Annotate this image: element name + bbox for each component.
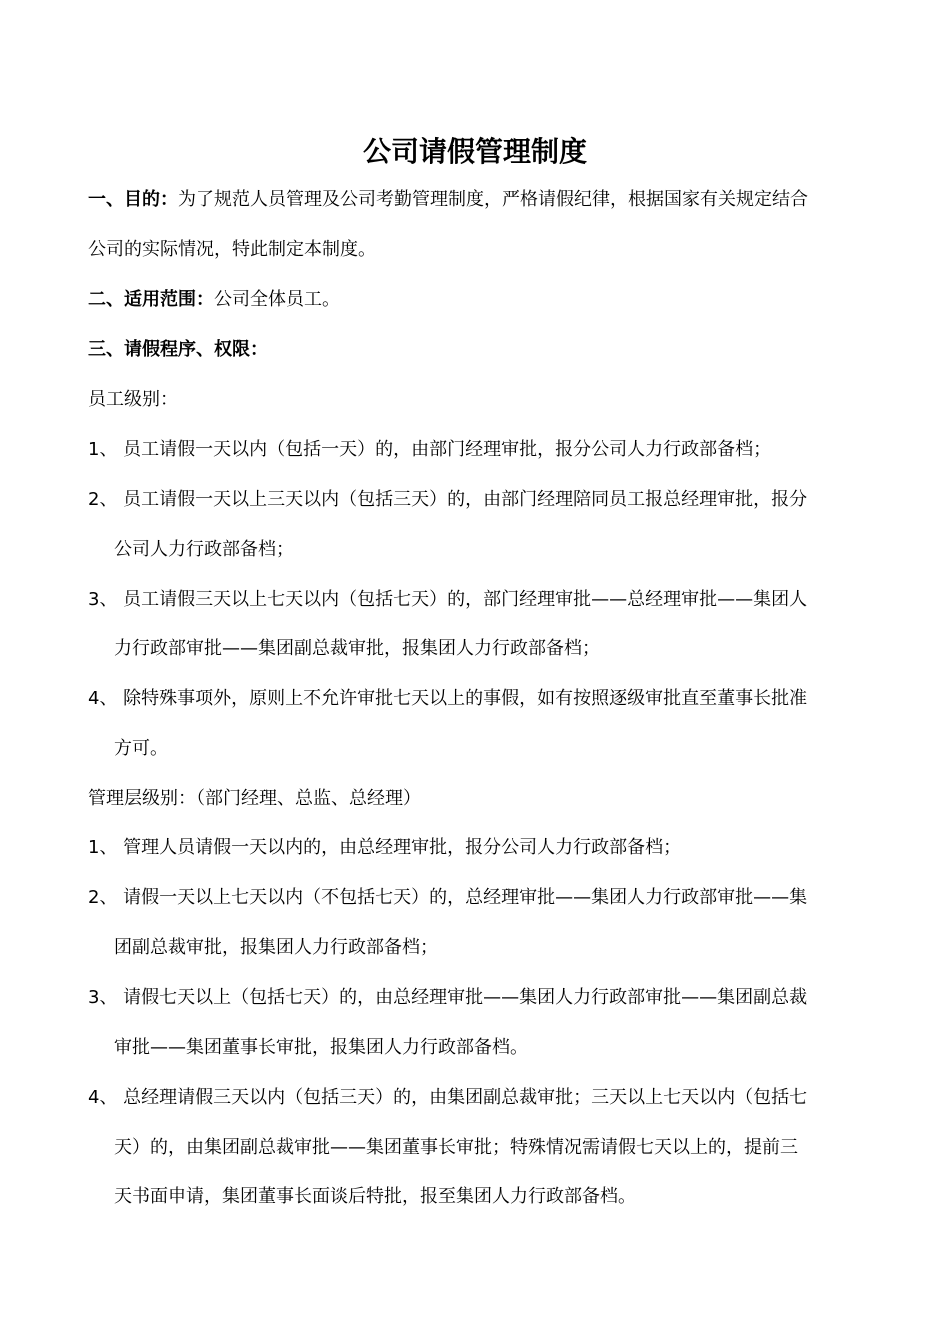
scope-heading: 二、适用范围： xyxy=(88,289,214,310)
management-item-2-line2: 团副总裁审批，报集团人力行政部备档； xyxy=(114,937,438,958)
employee-item-2-line1: 2、 员工请假一天以上三天以内（包括三天）的，由部门经理陪同员工报总经理审批，报分 xyxy=(88,489,808,510)
management-item-3-line1: 3、 请假七天以上（包括七天）的，由总经理审批——集团人力行政部审批——集团副总裁 xyxy=(88,987,808,1008)
procedure-heading: 三、请假程序、权限： xyxy=(88,339,268,360)
employee-item-4-line1: 4、 除特殊事项外，原则上不允许审批七天以上的事假，如有按照逐级审批直至董事长批准 xyxy=(88,688,808,709)
management-item-4-line3: 天书面申请，集团董事长面谈后特批，报至集团人力行政部备档。 xyxy=(114,1186,636,1207)
employee-item-2-line2: 公司人力行政部备档； xyxy=(114,539,294,560)
employee-level-label: 员工级别： xyxy=(88,389,178,410)
purpose-text-line1: 为了规范人员管理及公司考勤管理制度，严格请假纪律，根据国家有关规定结合 xyxy=(178,189,808,210)
purpose-paragraph xyxy=(88,185,868,215)
document-title: 公司请假管理制度 xyxy=(362,135,587,168)
employee-item-3-line1: 3、 员工请假三天以上七天以内（包括七天）的，部门经理审批——总经理审批——集团人 xyxy=(88,589,808,610)
employee-item-3-line2: 力行政部审批——集团副总裁审批，报集团人力行政部备档； xyxy=(114,638,600,659)
management-item-2-line1: 2、 请假一天以上七天以内（不包括七天）的，总经理审批——集团人力行政部审批——集 xyxy=(88,887,808,908)
employee-item-4-line2: 方可。 xyxy=(114,738,168,759)
scope-text: 公司全体员工。 xyxy=(214,289,340,310)
management-item-3-line2: 审批——集团董事长审批，报集团人力行政部备档。 xyxy=(114,1037,528,1058)
management-item-4-line2: 天）的，由集团副总裁审批——集团董事长审批；特殊情况需请假七天以上的，提前三 xyxy=(114,1137,798,1158)
management-item-4-line1: 4、 总经理请假三天以内（包括三天）的，由集团副总裁审批；三天以上七天以内（包括七 xyxy=(88,1087,808,1108)
management-level-label: 管理层级别：（部门经理、总监、总经理） xyxy=(88,788,421,809)
employee-item-1-line1: 1、 员工请假一天以内（包括一天）的，由部门经理审批，报分公司人力行政部备档； xyxy=(88,439,772,460)
management-item-1-line1: 1、 管理人员请假一天以内的，由总经理审批，报分公司人力行政部备档； xyxy=(88,837,682,858)
purpose-heading: 一、目的： xyxy=(88,189,178,210)
scope-paragraph xyxy=(88,285,868,315)
purpose-text-line2: 公司的实际情况，特此制定本制度。 xyxy=(88,239,376,260)
